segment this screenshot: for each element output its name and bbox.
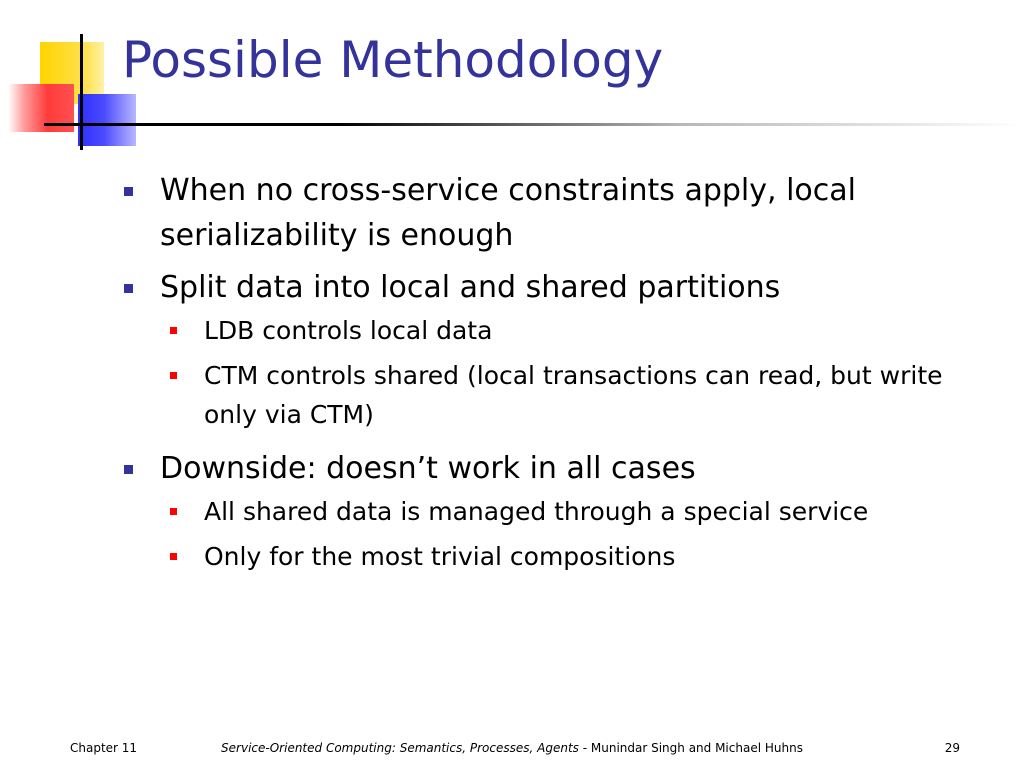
red-square-bullet-icon (170, 372, 177, 379)
logo-vertical-line (80, 34, 83, 150)
red-square-bullet-icon (170, 553, 177, 560)
title-underline (44, 123, 1024, 126)
bullet-text: Downside: doesn’t work in all cases (160, 451, 696, 486)
bullet-item (124, 446, 994, 491)
slide-footer (0, 738, 1024, 758)
bullet-text: Split data into local and shared partitions (160, 270, 781, 305)
sub-bullet-item (170, 492, 994, 531)
bullet-item (124, 168, 994, 258)
red-square-bullet-icon (170, 508, 177, 515)
sub-bullet-text: All shared data is managed through a special service (204, 497, 869, 526)
slide-title: Possible Methodology (122, 31, 664, 89)
footer-citation (0, 738, 1024, 758)
decorative-logo (0, 0, 140, 160)
sub-bullet-text: CTM controls shared (local transactions can read, but write only via CTM) (204, 361, 943, 429)
sub-bullet-list (124, 311, 994, 434)
slide-body (124, 168, 994, 588)
sub-bullet-list (124, 492, 994, 576)
sub-bullet-item (170, 537, 994, 576)
footer-chapter: Chapter 11 (70, 741, 138, 755)
footer-separator: - (578, 741, 591, 755)
bullet-item (124, 265, 994, 310)
red-square-bullet-icon (170, 327, 177, 334)
square-bullet-icon (124, 187, 133, 196)
square-bullet-icon (124, 284, 133, 293)
sub-bullet-item (170, 356, 994, 434)
bullet-text: When no cross-service constraints apply, local serializability is enough (160, 173, 856, 253)
sub-bullet-text: LDB controls local data (204, 316, 493, 345)
square-bullet-icon (124, 465, 133, 474)
sub-bullet-text: Only for the most trivial compositions (204, 542, 676, 571)
sub-bullet-item (170, 311, 994, 350)
footer-book-title: Service-Oriented Computing: Semantics, Processes, Agents (221, 741, 579, 755)
footer-page-number: 29 (944, 741, 960, 755)
logo-blue-square (78, 94, 136, 146)
footer-authors: Munindar Singh and Michael Huhns (590, 741, 803, 755)
